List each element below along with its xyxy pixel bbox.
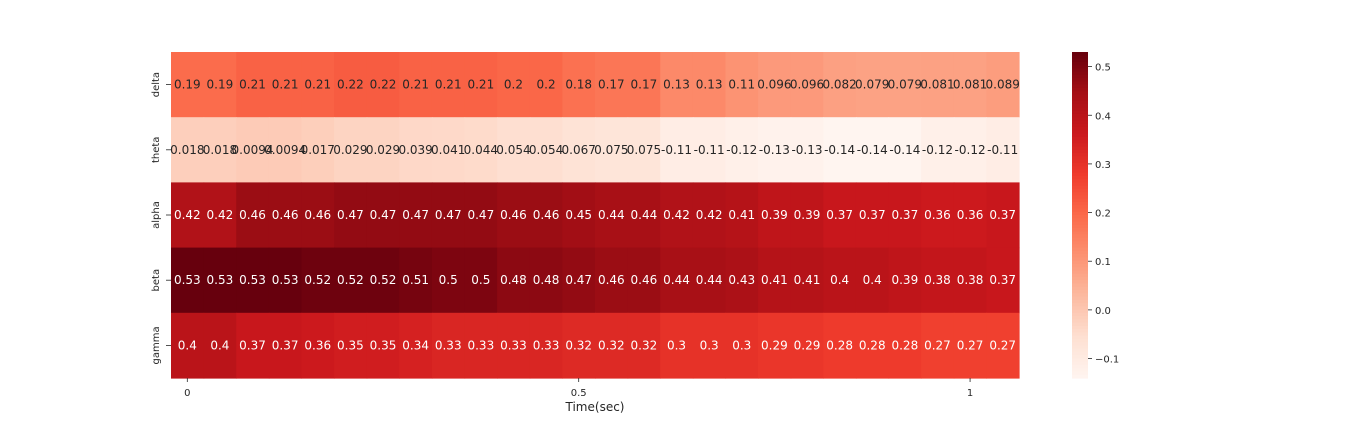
cell-value-label: 0.48	[532, 273, 560, 288]
cell-value-label: 0.089	[985, 77, 1020, 92]
cell-value-label: 0.39	[891, 273, 919, 288]
cell-value-label: -0.13	[758, 142, 790, 157]
cell-value-label: 0.2	[536, 77, 556, 92]
cell-value-label: 0.47	[369, 208, 397, 222]
cell-value-label: 0.41	[793, 273, 821, 288]
cell-value-label: 0.43	[728, 273, 756, 288]
colorbar-tick-label: 0.4	[1095, 111, 1111, 123]
cell-value-label: 0.32	[597, 338, 625, 353]
cell-value-label: 0.075	[626, 142, 662, 157]
cell-value-label: 0.36	[956, 208, 984, 222]
y-tick-label: gamma	[151, 326, 162, 365]
cell-value-label: -0.11	[661, 142, 693, 157]
cell-value-label: 0.52	[304, 273, 332, 288]
y-axis	[151, 72, 171, 365]
cell-value-label: 0.079	[855, 77, 890, 92]
cell-value-label: -0.14	[824, 142, 856, 157]
cell-value-label: 0.22	[337, 77, 364, 92]
colorbar-tick-label: 0.5	[1095, 62, 1111, 74]
cell-value-label: 0.3	[732, 338, 752, 353]
cell-value-label: 0.36	[924, 208, 951, 222]
x-tick-label: 1	[966, 388, 974, 399]
cell-value-label: 0.018	[202, 142, 238, 157]
cell-value-label: 0.067	[561, 142, 596, 157]
cell-value-label: 0.33	[434, 338, 462, 353]
cell-value-label: 0.37	[989, 273, 1017, 288]
cell-value-label: 0.2	[503, 77, 524, 92]
cell-value-label: 0.27	[924, 338, 951, 353]
y-tick-label: alpha	[151, 201, 162, 229]
cell-value-label: 0.47	[434, 208, 462, 222]
cell-value-label: 0.47	[402, 208, 429, 222]
cell-value-label: 0.53	[173, 273, 201, 288]
cell-value-label: 0.054	[528, 142, 564, 157]
cell-value-label: 0.44	[663, 273, 690, 288]
cell-value-label: -0.14	[856, 142, 888, 157]
cell-value-label: 0.32	[565, 338, 593, 353]
cell-value-label: -0.12	[954, 142, 986, 157]
cell-value-label: 0.075	[594, 142, 629, 157]
cell-value-label: 0.53	[271, 273, 299, 288]
cell-value-label: 0.28	[826, 338, 853, 353]
x-axis	[184, 378, 973, 399]
cell-value-label: 0.44	[597, 208, 625, 222]
cell-value-label: 0.4	[830, 273, 850, 288]
cell-value-label: 0.5	[438, 273, 458, 288]
colorbar	[1072, 52, 1119, 379]
y-tick-label: delta	[151, 71, 162, 98]
cell-value-label: 0.37	[891, 208, 919, 222]
cell-value-label: 0.41	[761, 273, 788, 288]
cell-value-label: 0.3	[666, 338, 687, 353]
cell-value-label: 0.081	[952, 77, 988, 92]
cell-value-label: 0.48	[500, 273, 527, 288]
cell-value-label: 0.27	[989, 338, 1017, 353]
cell-value-label: 0.46	[304, 208, 332, 222]
cell-value-label: 0.17	[630, 77, 658, 92]
cell-value-label: 0.33	[467, 338, 495, 353]
cell-value-label: 0.4	[177, 338, 197, 353]
cell-value-label: 0.29	[761, 338, 788, 353]
cell-value-label: 0.21	[467, 77, 495, 92]
cell-value-label: 0.46	[239, 208, 266, 222]
cell-value-label: 0.42	[663, 208, 690, 222]
cell-value-label: 0.46	[630, 273, 658, 288]
cell-value-label: 0.38	[956, 273, 984, 288]
cell-value-label: -0.12	[726, 142, 758, 157]
cell-value-label: 0.044	[463, 142, 499, 157]
cell-value-label: 0.21	[434, 77, 462, 92]
cell-value-label: -0.11	[987, 142, 1019, 157]
cell-value-label: 0.34	[402, 338, 429, 353]
cell-value-label: 0.017	[300, 142, 335, 157]
cell-value-label: -0.11	[693, 142, 725, 157]
cell-value-label: 0.21	[239, 77, 266, 92]
cell-value-label: 0.37	[239, 338, 266, 353]
cell-value-label: 0.39	[761, 208, 788, 222]
x-tick-label: 0	[184, 388, 191, 399]
cell-value-label: 0.4	[862, 273, 882, 288]
cell-value-label: 0.35	[337, 338, 364, 353]
cell-value-label: 0.5	[471, 273, 491, 288]
cell-value-label: 0.37	[271, 338, 299, 353]
cell-value-label: 0.22	[369, 77, 397, 92]
cell-value-label: 0.47	[467, 208, 495, 222]
cell-value-label: 0.19	[173, 77, 201, 92]
cell-value-label: 0.44	[630, 208, 658, 222]
cell-value-label: 0.36	[304, 338, 332, 353]
cell-value-label: 0.3	[699, 338, 719, 353]
cell-value-label: 0.44	[695, 273, 723, 288]
cell-value-label: 0.53	[239, 273, 266, 288]
cell-value-label: 0.45	[565, 208, 593, 222]
x-axis-label: Time(sec)	[565, 400, 625, 414]
cell-value-label: 0.53	[206, 273, 234, 288]
cell-value-label: 0.46	[500, 208, 527, 222]
cell-value-label: 0.0094	[231, 142, 274, 157]
cell-value-label: -0.12	[921, 142, 953, 157]
y-tick-label: theta	[151, 136, 162, 164]
cell-value-label: -0.13	[791, 142, 823, 157]
cell-value-label: 0.37	[826, 208, 853, 222]
cell-value-label: 0.33	[532, 338, 560, 353]
cell-value-label: 0.039	[398, 142, 433, 157]
cell-value-label: 0.28	[858, 338, 886, 353]
cell-value-label: 0.17	[597, 77, 625, 92]
cell-value-label: 0.11	[728, 77, 756, 92]
cell-value-label: 0.52	[337, 273, 364, 288]
cell-value-label: 0.18	[565, 77, 593, 92]
cell-value-label: 0.4	[210, 338, 230, 353]
cell-value-label: 0.029	[333, 142, 368, 157]
cell-value-label: 0.13	[695, 77, 723, 92]
cell-value-label: 0.28	[891, 338, 919, 353]
x-tick-label: 0.5	[570, 388, 587, 399]
cell-value-label: 0.018	[170, 142, 205, 157]
cell-value-label: 0.35	[369, 338, 397, 353]
cell-value-label: 0.51	[402, 273, 429, 288]
cell-value-label: 0.47	[565, 273, 593, 288]
cell-value-label: 0.46	[597, 273, 625, 288]
cell-value-label: 0.33	[500, 338, 527, 353]
cell-value-label: 0.19	[206, 77, 234, 92]
cell-value-label: 0.38	[924, 273, 951, 288]
cell-value-label: 0.054	[496, 142, 531, 157]
cell-value-label: 0.0094	[264, 142, 307, 157]
cell-value-label: 0.42	[173, 208, 201, 222]
y-tick-label: beta	[151, 268, 162, 292]
cell-value-label: 0.082	[822, 77, 857, 92]
cell-value-label: 0.29	[793, 338, 821, 353]
cell-value-label: 0.46	[532, 208, 560, 222]
colorbar-segment	[1072, 375, 1088, 379]
cell-value-label: 0.27	[956, 338, 984, 353]
cell-value-label: 0.21	[402, 77, 429, 92]
cell-value-label: 0.21	[271, 77, 299, 92]
cell-value-label: 0.079	[887, 77, 923, 92]
colorbar-tick-label: 0.3	[1095, 159, 1111, 171]
colorbar-tick-label: 0.0	[1095, 305, 1111, 317]
cell-value-label: 0.37	[858, 208, 886, 222]
cell-value-label: -0.14	[889, 142, 921, 157]
cell-value-label: 0.42	[695, 208, 723, 222]
cell-value-label: 0.37	[989, 208, 1017, 222]
cell-value-label: 0.096	[789, 77, 825, 92]
cell-value-label: 0.081	[920, 77, 955, 92]
cell-value-label: 0.42	[206, 208, 234, 222]
colorbar-tick-label: −0.1	[1095, 354, 1120, 366]
cell-value-label: 0.21	[304, 77, 332, 92]
cell-value-label: 0.41	[728, 208, 756, 222]
cell-value-label: 0.47	[337, 208, 364, 222]
cell-value-label: 0.13	[663, 77, 690, 92]
cell-value-label: 0.52	[369, 273, 397, 288]
cell-value-label: 0.46	[271, 208, 299, 222]
cell-value-label: 0.029	[365, 142, 401, 157]
colorbar-tick-label: 0.2	[1095, 208, 1111, 220]
cell-value-label: 0.32	[630, 338, 658, 353]
cell-value-label: 0.041	[431, 142, 466, 157]
cell-value-label: 0.096	[757, 77, 792, 92]
cell-value-label: 0.39	[793, 208, 821, 222]
colorbar-tick-label: 0.1	[1095, 257, 1111, 269]
